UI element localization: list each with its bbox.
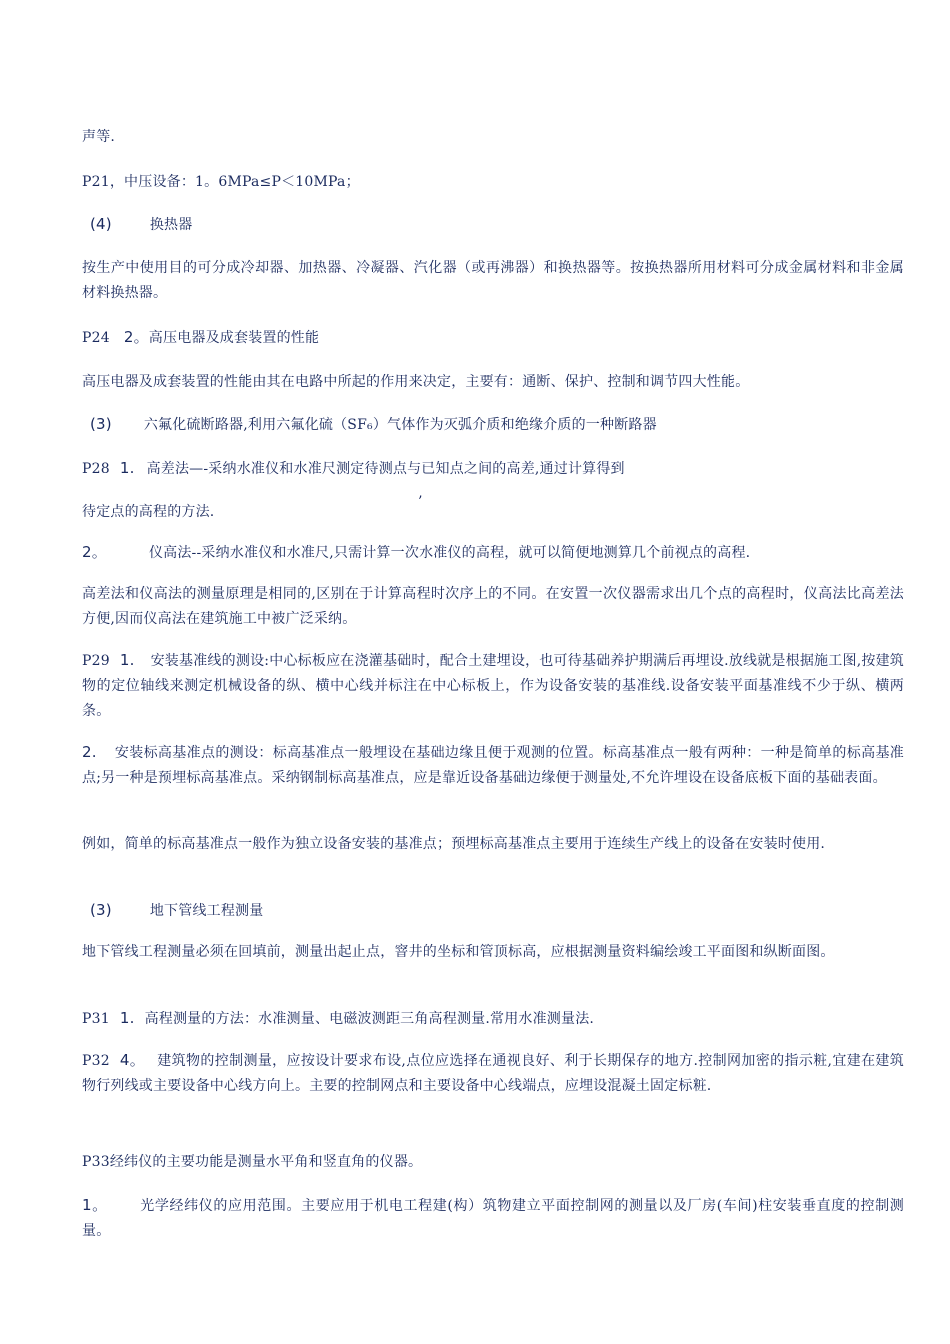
section-title: 六氟化硫断路器,利用六氟化硫（SF₆）气体作为灭弧介质和绝缘介质的一种断路器 [143,417,657,433]
stray-mark: ’ [418,494,423,510]
text-run: 高程测量的方法：水准测量、电磁波测距三角高程测量.常用水准测量法. [144,1011,595,1027]
text-run: 安装标高基准点的测设：标高基准点一般埋设在基础边缘且便于观测的位置。标高基准点一般有两种：一种是简单的标高基准点;另一种是预埋标高基准点。采纳钢制标高基准点，应是靠近设备基础边缘便于测量处,不允许埋设在设备底板下面的基础表面。 [82,745,904,786]
paragraph [82,648,904,724]
text-run: 安装基准线的测设:中心标板应在浇灌基础时，配合土建埋设，也可待基础养护期满后再埋设.放线就是根据施工图,按建筑物的定位轴线来测定机械设备的纵、横中心线并标注在中心标板上，作为设备安装的基准线.设备安装平面基准线不少于纵、横两条。 [82,653,904,719]
page-ref: P21 [82,174,110,190]
paragraph [82,940,904,965]
page-ref: P31 [82,1011,110,1027]
text-run: 声等. [82,129,116,145]
section-number: (3) [90,901,112,919]
text-run: ，中压设备：1。6MPa≤P＜10MPa； [109,174,360,190]
section-title: 地下管线工程测量 [149,903,264,919]
text-line [82,325,904,351]
paragraph [82,256,904,306]
page-ref: P28 [82,461,110,477]
text-run: 仪高法--采纳水准仪和水准尺,只需计算一次水准仪的高程，就可以简便地测算几个前视点的高程. [148,545,751,561]
section-title: 换热器 [149,217,193,233]
page-ref: P29 [82,653,110,669]
section-number: (3) [90,415,112,433]
paragraph [82,832,904,857]
page-ref: P32 [82,1053,110,1069]
section-heading [90,898,912,924]
paragraph [82,1193,904,1244]
paragraph [82,582,904,632]
text-line [82,1006,904,1032]
section-heading [90,412,912,438]
paragraph [82,370,904,395]
text-run: 待定点的高程的方法. [82,504,215,520]
item-number: 2。 [123,328,149,346]
item-number: 1. [119,459,135,477]
item-number: 2. [82,743,97,761]
item-number: 1。 [82,1196,108,1214]
text-line [82,500,904,525]
paragraph [82,1048,904,1099]
text-run: 按生产中使用目的可分成冷却器、加热器、冷凝器、汽化器（或再沸器）和换热器等。按换热器所用材料可分成金属材料和非金属材料换热器。 [82,260,904,301]
text-run: 例如，简单的标高基准点一般作为独立设备安装的基准点；预埋标高基准点主要用于连续生产线上的设备在安装时使用. [82,836,826,852]
text-run: 地下管线工程测量必须在回填前，测量出起止点，窨井的坐标和管顶标高，应根据测量资料编绘竣工平面图和纵断面图。 [82,944,835,960]
text-line [82,456,904,482]
page-ref: P24 [82,330,110,346]
text-run: 高差法—-采纳水准仪和水准尺测定待测点与已知点之间的高差,通过计算得到 [146,461,625,477]
item-number: 1. [119,651,135,669]
text-run: 光学经纬仪的应用范围。主要应用于机电工程建(构）筑物建立平面控制网的测量以及厂房(车间)柱安装垂直度的控制测量。 [82,1198,904,1239]
paragraph [82,740,904,791]
text-run: 建筑物的控制测量，应按设计要求布设,点位应选择在通视良好、利于长期保存的地方.控制网加密的指示粧,宜建在建筑物行列线或主要设备中心线方向上。主要的控制网点和主要设备中心线端点，应埋设混凝土固定标粧. [82,1053,904,1094]
item-number: 2。 [82,543,107,561]
item-number: 4。 [119,1051,146,1069]
text-line [82,540,904,566]
text-run: P33经纬仪的主要功能是测量水平角和竖直角的仪器。 [82,1154,423,1170]
text-line [82,125,904,150]
text-run: 高差法和仪高法的测量原理是相同的,区别在于计算高程时次序上的不同。在安置一次仪器需求出几个点的高程时，仪高法比高差法方便,因而仪高法在建筑施工中被广泛采纳。 [82,586,904,627]
section-number: (4) [90,215,112,233]
text-line [82,1150,904,1175]
text-run: 高压电器及成套装置的性能 [148,330,320,346]
text-run: 高压电器及成套装置的性能由其在电路中所起的作用来决定，主要有：通断、保护、控制和调节四大性能。 [82,374,750,390]
section-heading [90,212,912,238]
text-line [82,170,904,195]
item-number: 1. [119,1009,135,1027]
